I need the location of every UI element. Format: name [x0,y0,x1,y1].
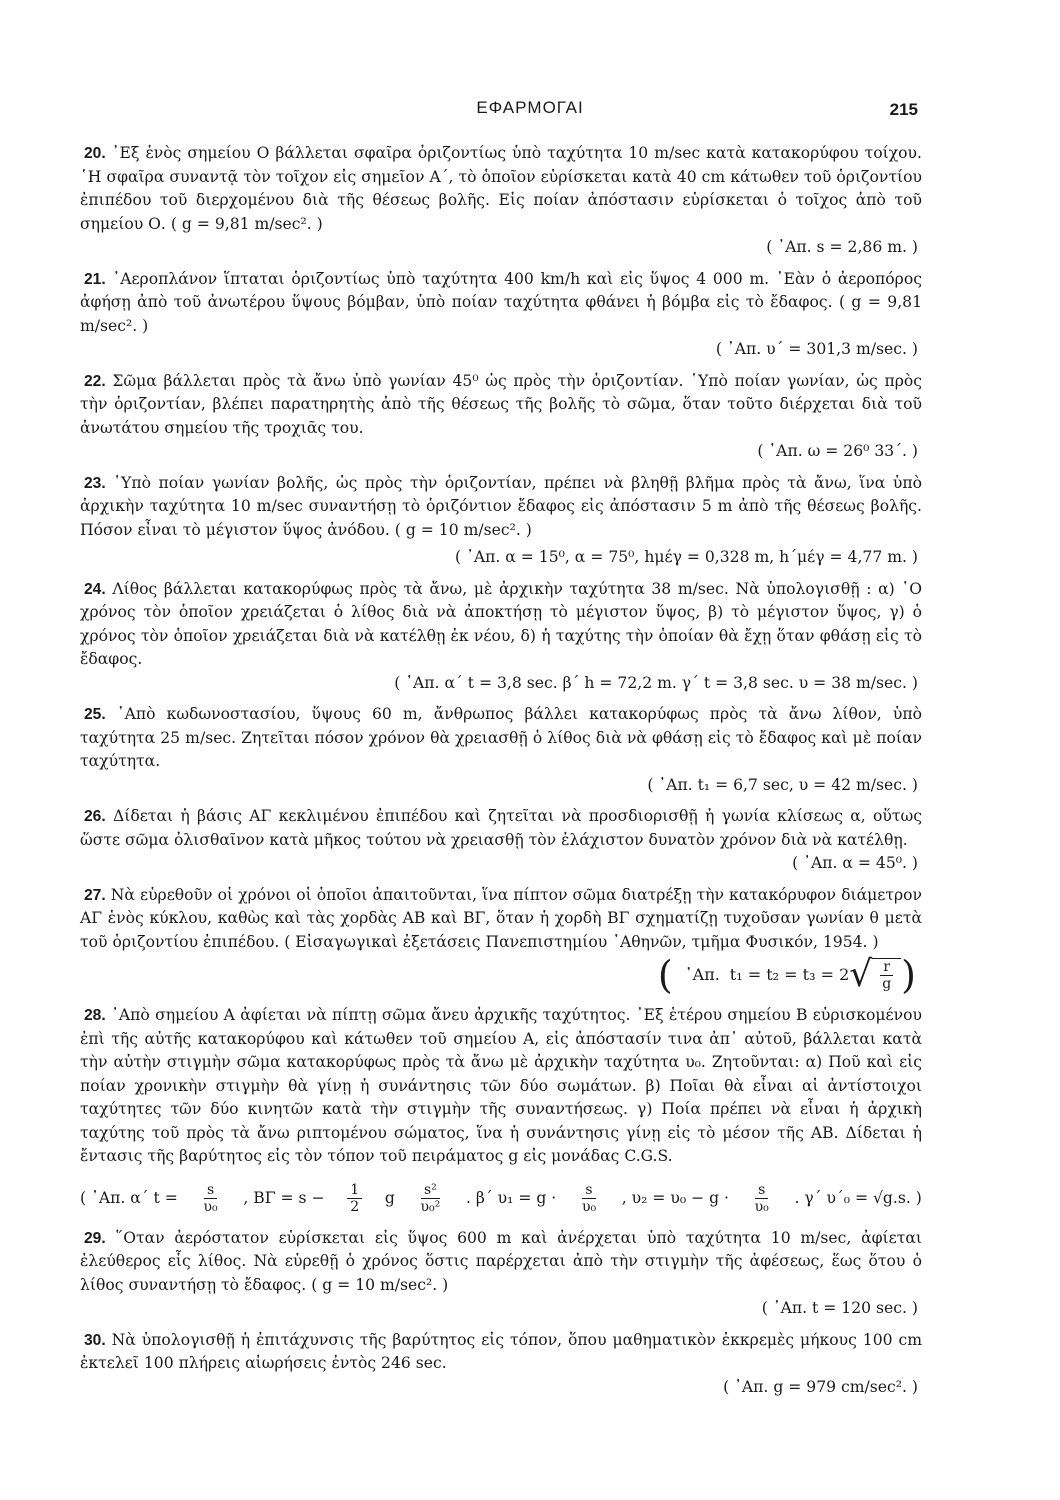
problem-number: 30. [84,1331,106,1349]
problem-answer: ( ᾽Απ. α = 45⁰. ) [792,854,918,872]
problem-answer-formula [80,954,922,996]
problem-number: 24. [84,580,106,598]
problem-answer: ( ᾽Απ. t = 120 sec. ) [761,1299,918,1317]
problem-answer: ( ᾽Απ. g = 979 cm/sec². ) [723,1377,918,1396]
numerator: s² [421,1182,440,1199]
answer-equation: t₁ = t₂ = t₃ = 2 [729,965,850,985]
problem-answer: ( ᾽Απ. s = 2,86 m. ) [766,238,918,256]
problem-text: ᾽Εξ ἑνὸς σημείου Ο βάλλεται σφαῖρα ὁριζοντίως ὑπὸ ταχύτητα 10 m/sec κατὰ κατακορύφου τοίχου. ῾Η σφαῖρα συναντᾷ τὸν τοῖχον εἰς σημεῖον Α΄, τὸ ὁποῖον εὑρίσκεται κατὰ 40 cm κάτωθεν τοῦ ὁριζοντίου ἐπιπέδου τοῦ διερχομένου διὰ τῆς θέσεως βολῆς. Εἰς ποίαν ἀπόστασιν εὑρίσκεται ὁ τοῖχος ἀπὸ τοῦ σημείου Ο. ( g = 9,81 m/sec². ) [80,144,922,233]
numerator: s [204,1182,217,1199]
problem-number: 25. [84,706,106,723]
sqrt-body [872,958,901,992]
problem-answer: ( ᾽Απ. ω = 26⁰ 33΄. ) [757,442,918,460]
problem-number: 26. [84,808,106,825]
problem-25 [80,703,922,797]
answer-part: . γ΄ υ΄₀ = √g.s. ) [794,1188,922,1207]
problem-answer: ( ᾽Απ. υ΄ = 301,3 m/sec. ) [715,340,918,358]
denominator: 2 [350,1199,360,1215]
problem-26 [80,805,922,876]
problem-text: ᾽Απὸ σημείου Α ἀφίεται νὰ πίπτῃ σῶμα ἄνευ ἀρχικῆς ταχύτητος. ᾽Εξ ἑτέρου σημείου Β εὑρισκομένου ἐπὶ τῆς αὐτῆς κατακορύφου καὶ κάτωθεν τοῦ σημείου Α, εἰς ἀπόστασίν τινα ἀπ᾽ αὐτοῦ, βάλλεται κατὰ τὴν αὐτὴν στιγμὴν σῶμα κατακορύφως πρὸς τὰ ἄνω μὲ ἀρχικὴν ταχύτητα υ₀. Ζητοῦνται: α) Ποῦ καὶ εἰς ποίαν χρονικὴν στιγμὴν θὰ γίνῃ ἡ συνάντησις τῶν δύο σωμάτων. β) Ποῖαι θὰ εἶναι αἱ ἀντίστοιχοι ταχύτητες τῶν δύο κινητῶν κατὰ τὴν στιγμὴν τῆς συναντήσεως. γ) Ποία πρέπει νὰ εἶναι ἡ ἀρχικὴ ταχύτης τοῦ πρὸς τὰ ἄνω ριπτομένου σώματος, ἵνα ἡ συνάντησις γίνῃ εἰς τὸ μέσον τῆς ΑΒ. Δίδεται ἡ ἔντασις τῆς βαρύτητος εἰς τὸν τόπον τοῦ πειράματος g εἰς μονάδας C.G.S. [80,1006,922,1165]
answer-part: g [384,1188,395,1207]
page-header [0,96,1060,126]
problem-text: Λίθος βάλλεται κατακορύφως πρὸς τὰ ἄνω, μὲ ἀρχικὴν ταχύτητα 38 m/sec. Νὰ ὑπολογισθῇ : α) ῾Ο χρόνος τὸν ὁποῖον χρειάζεται ὁ λίθος διὰ νὰ ἀποκτήσῃ τὸ μέγιστον ὕψος, β) τὸ μέγιστον ὕψος, γ) ὁ χρόνος τὸν ὁποῖον χρειάζεται διὰ νὰ κατέλθῃ ἐκ νέου, δ) ἡ ταχύτης τὴν ὁποίαν θὰ ἔχῃ ὅταν φθάσῃ εἰς τὸ ἔδαφος. [80,579,922,668]
problem-list [80,142,922,1399]
open-paren: ( [657,953,673,997]
fraction [752,1182,772,1215]
problem-number: 21. [84,270,106,288]
fraction [579,1182,599,1215]
problem-28 [80,1004,922,1219]
problem-24 [80,578,922,696]
answer-part: . β΄ υ₁ = g · [465,1188,557,1207]
close-paren: ) [901,953,916,997]
denominator: υ₀ [203,1199,218,1215]
problem-number: 28. [84,1007,106,1024]
sqrt-icon: √ [849,954,873,995]
fraction [879,959,894,992]
answer-prefix: ᾽Απ. [684,965,720,985]
problem-number: 29. [84,1229,106,1247]
answer-part: ( ᾽Απ. α΄ t = [80,1188,178,1207]
problem-answer-formula [80,1179,922,1219]
problem-27 [80,884,922,997]
problem-23 [80,472,922,570]
problem-number: 20. [84,145,106,162]
problem-text: ῞Οταν ἀερόστατον εὑρίσκεται εἰς ὕψος 600 m καὶ ἀνέρχεται ὑπὸ ταχύτητα 10 m/sec, ἀφίεται ἐλεύθερος εἷς λίθος. Νὰ εὑρεθῇ ὁ χρόνος ὅστις παρέρχεται ἀπὸ τὴν στιγμὴν τῆς ἀφέσεως, ἕως ὅτου ὁ λίθος συναντήσῃ τὸ ἔδαφος. ( g = 10 m/sec². ) [80,1228,922,1294]
answer-part: , υ₂ = υ₀ − g · [621,1188,729,1207]
running-title: ΕΦΑΡΜΟΓΑΙ [476,98,584,117]
problem-22 [80,370,922,464]
numerator: r [880,959,893,976]
problem-text: ᾽Αεροπλάνον ἵπταται ὁριζοντίως ὑπὸ ταχύτητα 400 km/h καὶ εἰς ὕψος 4 000 m. ᾽Εὰν ὁ ἀεροπόρος ἀφήσῃ ἀπὸ τοῦ ἀνωτέρου ὕψους βόμβαν, ὑπὸ ποίαν ταχύτητα φθάνει ἡ βόμβα εἰς τὸ ἔδαφος. ( g = 9,81 m/sec². ) [80,269,922,335]
fraction [418,1182,444,1215]
problem-text: ῾Υπὸ ποίαν γωνίαν βολῆς, ὡς πρὸς τὴν ὁριζοντίαν, πρέπει νὰ βληθῇ βλῆμα πρὸς τὰ ἄνω, ἵνα ὑπὸ ἀρχικὴν ταχύτητα 10 m/sec συναντήσῃ τὸ ὁριζόντιον ἔδαφος εἰς ἀπόστασιν 5 m ἀπὸ τῆς θέσεως βολῆς. Πόσον εἶναι τὸ μέγιστον ὕψος ἀνόδου. ( g = 10 m/sec². ) [80,473,922,539]
denominator: υ₀ [581,1199,597,1215]
problem-text: Δίδεται ἡ βάσις ΑΓ κεκλιμένου ἐπιπέδου καὶ ζητεῖται νὰ προσδιορισθῇ ἡ γωνία κλίσεως α, οὕτως ὥστε σῶμα ὀλισθαῖνον κατὰ μῆκος τούτου νὰ χρειασθῇ τὸν ἐλάχιστον δυνατὸν χρόνον διὰ νὰ κατέλθῃ. [80,807,922,849]
problem-answer: ( ᾽Απ. α = 15⁰, α = 75⁰, hμέγ = 0,328 m, h΄μέγ = 4,77 m. ) [455,548,918,566]
numerator: s [582,1182,595,1199]
denominator: υ₀² [420,1199,441,1215]
problem-number: 22. [84,372,106,390]
problem-29 [80,1227,922,1321]
problem-text: Σῶμα βάλλεται πρὸς τὰ ἄνω ὑπὸ γωνίαν 45⁰ ὡς πρὸς τὴν ὁριζοντίαν. ῾Υπὸ ποίαν γωνίαν, ὡς πρὸς τὴν ὁριζοντίαν, βλέπει παρατηρητὴς ἀπὸ τῆς θέσεως τῆς βολῆς τὸ σῶμα, ὅταν τοῦτο διέρχεται διὰ τοῦ ἀνωτάτου σημείου τῆς τροχιᾶς του. [80,371,922,437]
denominator: υ₀ [754,1199,769,1215]
problem-20 [80,142,922,260]
problem-text: Νὰ εὑρεθοῦν οἱ χρόνοι οἱ ὁποῖοι ἀπαιτοῦνται, ἵνα πίπτον σῶμα διατρέξῃ τὴν κατακόρυφον διάμετρον ΑΓ ἑνὸς κύκλου, καθὼς καὶ τὰς χορδὰς ΑΒ καὶ ΒΓ, ὅταν ἡ χορδὴ ΒΓ σχηματίζῃ τυχοῦσαν γωνίαν θ μετὰ τοῦ ὁριζοντίου ἐπιπέδου. ( Εἰσαγωγικαὶ ἐξετάσεις Πανεπιστημίου ᾽Αθηνῶν, τμῆμα Φυσικόν, 1954. ) [80,885,922,951]
problem-answer: ( ᾽Απ. α΄ t = 3,8 sec. β΄ h = 72,2 m. γ΄ t = 3,8 sec. υ = 38 m/sec. ) [394,673,918,692]
problem-21 [80,268,922,362]
problem-text: Νὰ ὑπολογισθῇ ἡ ἐπιτάχυνσις τῆς βαρύτητος εἰς τόπον, ὅπου μαθηματικὸν ἐκκρεμὲς μήκους 100 cm ἐκτελεῖ 100 πλήρεις αἰωρήσεις ἐντὸς 246 sec. [80,1330,922,1372]
problem-answer: ( ᾽Απ. t₁ = 6,7 sec, υ = 42 m/sec. ) [647,775,918,794]
problem-number: 23. [84,474,106,492]
numerator: 1 [347,1182,362,1199]
problem-30 [80,1329,922,1400]
page-number: 215 [889,100,918,119]
problem-text: ᾽Απὸ κωδωνοστασίου, ὕψους 60 m, ἄνθρωπος βάλλει κατακορύφως πρὸς τὰ ἄνω λίθον, ὑπὸ ταχύτητα 25 m/sec. Ζητεῖται πόσον χρόνον θὰ χρειασθῇ ὁ λίθος διὰ νὰ φθάσῃ εἰς τὸ ἔδαφος καὶ μὲ ποίαν ταχύτητα. [80,705,922,770]
fraction [347,1182,362,1215]
answer-part: , ΒΓ = s − [243,1188,325,1207]
fraction [201,1182,221,1215]
numerator: s [755,1182,768,1199]
denominator: g [882,976,892,992]
problem-number: 27. [84,886,106,904]
